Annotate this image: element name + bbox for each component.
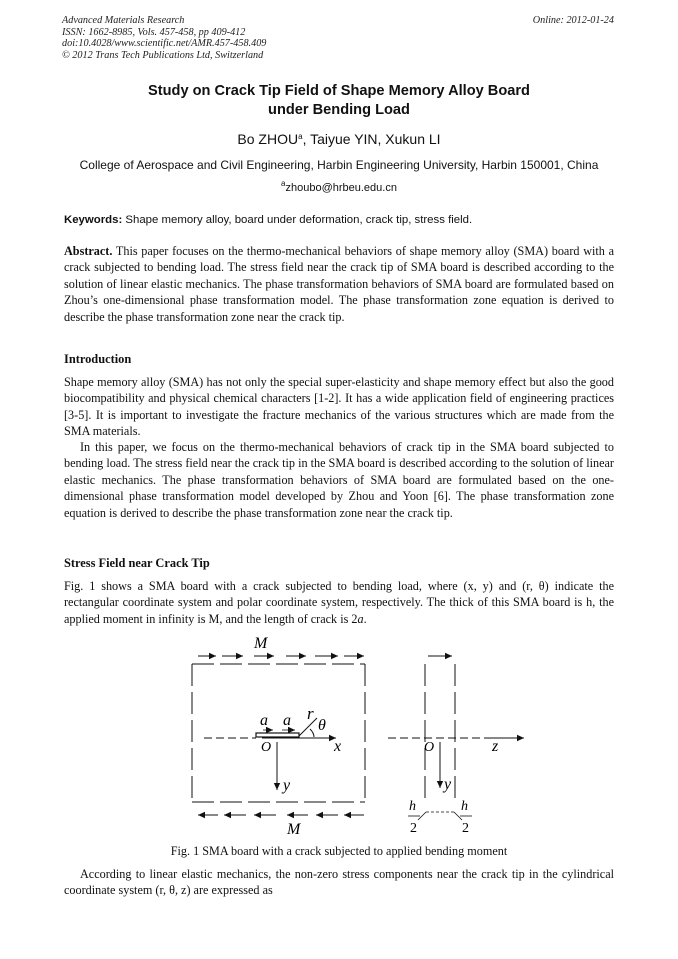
figure-caption: Fig. 1 SMA board with a crack subjected to applied bending moment [170,844,508,858]
affiliation: College of Aerospace and Civil Engineering, Harbin Engineering University, Harbin 150001, China [79,158,599,172]
denominator-right: 2 [462,821,469,836]
origin-label-2: O [424,740,435,755]
moment-label-top: M [254,635,268,652]
crack-half-label-2: a [283,712,291,729]
author-1: Bo ZHOU [237,131,299,147]
crack-variable: a [357,611,364,626]
stress-text: Fig. 1 shows a SMA board with a crack subjected to bending load, where (x, y) and (r, θ) indicate the rectangular coordinate system and polar coordinate system, respectively. The thick of this SMA board is h, the applied moment in infinity is M, and the length of crack is 2 [64,579,614,626]
stress-text-end: . [363,611,367,626]
abstract-label: Abstract. [64,244,113,258]
h-label-left: h [409,799,416,814]
origin-label-1: O [261,740,272,755]
x-axis-label: x [334,738,342,755]
journal-doi: doi:10.4028/www.scientific.net/AMR.457-458.409 [62,38,267,49]
crack-half-label-1: a [260,712,268,729]
journal-issn: ISSN: 1662-8985, Vols. 457-458, pp 409-412 [62,26,246,38]
y-axis-label-1: y [283,777,291,794]
journal-name: Advanced Materials Research [62,15,185,26]
title-line-1: Study on Crack Tip Field of Shape Memory Alloy Board [148,83,530,99]
keywords-label: Keywords: [64,214,123,226]
title-line-2: under Bending Load [268,102,410,118]
email-sup: a [281,179,286,188]
crack [256,733,299,737]
journal-copyright: © 2012 Trans Tech Publications Ltd, Switzerland [62,49,264,61]
online-date: Online: 2012-01-24 [532,15,614,26]
moment-label-bottom: M [287,821,301,838]
other-authors: , Taiyue YIN, Xukun LI [302,131,441,147]
h-label-right: h [461,799,468,814]
theta-label: θ [318,717,326,734]
section-heading-stress-field: Stress Field near Crack Tip [64,556,210,570]
denominator-left: 2 [410,821,417,836]
author-1-sup: a [298,132,303,141]
radius-label: r [307,704,314,723]
abstract-text: This paper focuses on the thermo-mechanical behaviors of shape memory alloy (SMA) board with a crack subjected to bending load. The stress field near the crack tip of SMA board is described according to the solution of linear elastic mechanics. The phase transformation behaviors of SMA board are formulated based on Zhou’s one-dimensional phase transformation model. The phase transformation zone equation is derived to describe the phase transformation zone near the crack tip. [64,244,614,324]
closing-paragraph: According to linear elastic mechanics, the non-zero stress components near the crack tip in the cylindrical coordinate system (r, θ, z) are expressed as [64,867,614,898]
theta-arc [310,729,314,737]
intro-paragraph-2: In this paper, we focus on the thermo-mechanical behaviors of crack tip in the SMA board subjected to bending load. The stress field near the crack tip in the SMA board is described according to the solution of linear elastic mechanics. The phase transformation behaviors of SMA board are formulated based on the one-dimensional phase transformation model developed by Zhou and Yoon [6]. The phase transformation zone equation is derived to describe the phase transformation zone near the crack tip. [64,440,614,520]
email-address[interactable]: zhoubo@hrbeu.edu.cn [285,182,397,194]
z-axis-label: z [492,738,499,755]
keywords-text: Shape memory alloy, board under deformation, crack tip, stress field. [122,214,473,226]
section-heading-introduction: Introduction [64,352,132,366]
y-axis-label-2: y [444,776,452,793]
intro-paragraph-1: Shape memory alloy (SMA) has not only the special super-elasticity and shape memory effect but also the good biocompatibility and physical chemical characters [1-2]. It has a wide application field of engineering practices [3-5]. It is important to investigate the fracture mechanics of the various structures which are made from the SMA materials. [64,375,614,439]
